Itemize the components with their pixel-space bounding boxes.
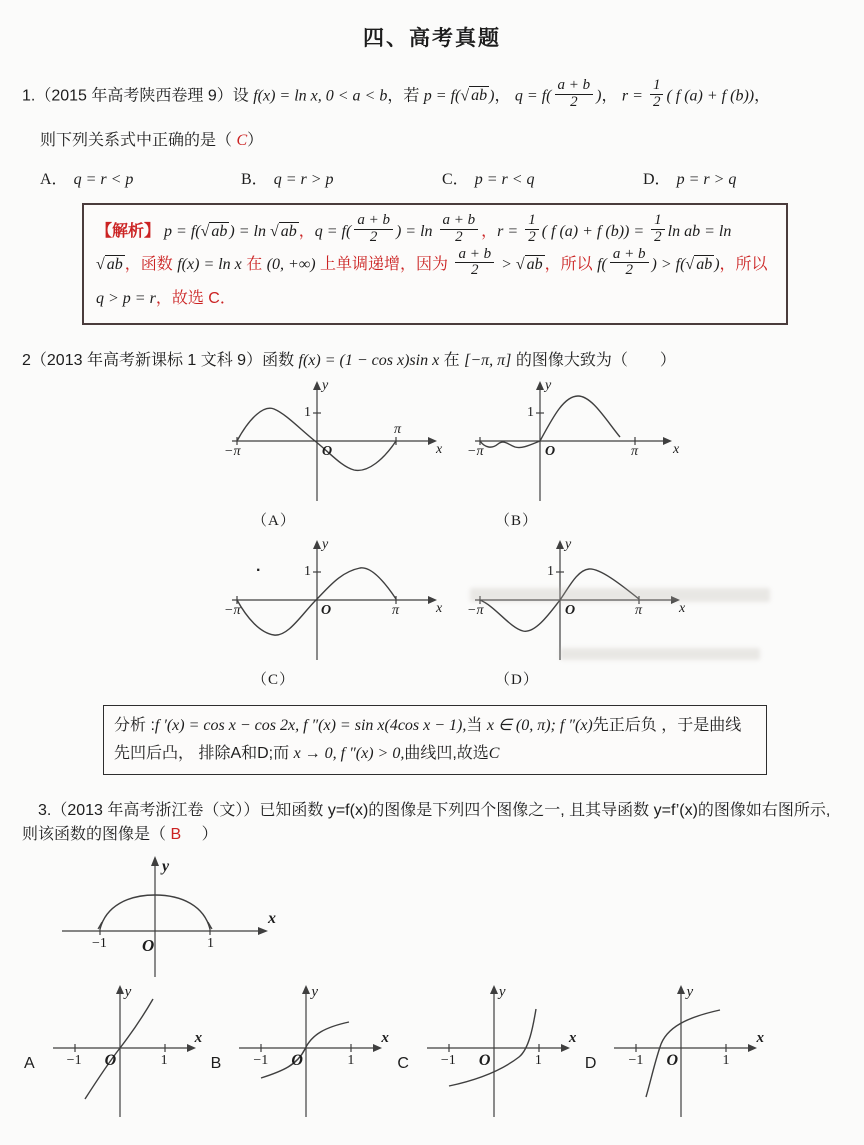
x-axis-label: x: [568, 1030, 577, 1047]
x-axis-label: x: [268, 910, 276, 928]
graph-caption: （B）: [495, 513, 539, 530]
x-tick-negpi: −π: [224, 444, 241, 460]
option-letter: A: [24, 1055, 35, 1073]
origin-label: O: [321, 603, 332, 619]
function-plot: [222, 538, 447, 666]
origin-label: O: [291, 1052, 303, 1070]
function-plot: [419, 983, 579, 1121]
y-axis-label: y: [565, 537, 572, 553]
question-3-option-graphs: [24, 983, 864, 1121]
function-plot: [45, 983, 205, 1121]
plot-area: [45, 983, 205, 1121]
x-tick-negpi: −π: [467, 603, 484, 619]
q3-graph-C: [397, 983, 579, 1121]
origin-label: O: [666, 1052, 679, 1070]
x-axis-label: x: [436, 442, 443, 458]
plot-area: [231, 983, 391, 1121]
x-tick-1: 1: [347, 1053, 355, 1069]
x-axis-label: x: [381, 1030, 389, 1047]
x-tick-pi: π: [394, 422, 402, 438]
graph-caption: （C）: [252, 672, 296, 689]
x-tick-1: 1: [534, 1053, 542, 1069]
q2-graph-C: [222, 538, 447, 689]
y-axis-label: y: [322, 378, 329, 394]
q2-graph-A: [222, 379, 447, 530]
question-1-solution-box: 【解析】 p = f(√ ab ) = ln √ ab ，q = f( $\frac{a + b}{2}$ ) = ln $\frac{a + b}{2}$ ，r = $\frac{1}{2}$ ( f (a) + f (b)) = $\frac{1}{2}$ ln ab = ln √ ab ，函数 f(x) = ln x 在 (0, +∞) 上单调递增，因为 $\frac{a + b}{2}$ > √ ab ，所以 f( $\frac{a + b}{2}$ ) > f(√ ab )，所以 q > p = r，故选 C．: [82, 203, 788, 326]
option-d: D． p = r > q: [643, 170, 737, 188]
q3-graph-D: [585, 983, 767, 1121]
origin-label: O: [478, 1052, 491, 1070]
x-tick-neg1: −1: [253, 1053, 269, 1069]
x-tick-negpi: −π: [467, 444, 484, 460]
graph-caption: （D）: [495, 672, 539, 689]
q3-derivative-graph: [50, 853, 864, 981]
question-1-stem: 1.（2015 年高考陕西卷理 9）设 f(x) = ln x, 0 < a < b，若 p = f(√ ab )， q = f( $\frac{a + b}{2}$ )， r = $\frac{1}{2}$ ( f (a) + f (b))，: [22, 77, 771, 110]
function-plot: [222, 379, 447, 507]
x-tick-1: 1: [207, 936, 214, 952]
function-plot: [50, 853, 290, 981]
q2-graph-D: [465, 538, 690, 689]
x-tick-negpi: −π: [224, 603, 241, 619]
y-axis-label: y: [545, 378, 552, 394]
option-c: C． p = r < q: [442, 170, 535, 188]
option-letter: C: [397, 1055, 409, 1073]
y-tick-1: 1: [547, 564, 554, 580]
x-axis-label: x: [673, 442, 680, 458]
question-1-options: [40, 166, 844, 189]
scan-speck: ·: [256, 562, 262, 579]
option-letter: B: [210, 1055, 222, 1073]
origin-label: O: [104, 1052, 117, 1070]
x-tick-neg1: −1: [92, 936, 107, 952]
plot-area: [606, 983, 766, 1121]
option-letter: D: [584, 1055, 597, 1073]
x-tick-pi: π: [392, 603, 400, 619]
scan-bleed-artifact: [470, 588, 770, 602]
x-tick-neg1: −1: [440, 1053, 456, 1069]
y-axis-label: y: [124, 984, 132, 1001]
origin-label: O: [322, 444, 333, 460]
origin-label: O: [142, 936, 155, 956]
question-2-analysis-box: 分析 :f ′(x) = cos x − cos 2x, f ″(x) = sin x(4cos x − 1),当 x ∈ (0, π); f ″(x)先正后负 ，于是曲线先凹后凸， 排除A和D;而 x → 0, f ″(x) > 0,曲线凹,故选C: [103, 705, 767, 775]
y-axis-label: y: [322, 537, 329, 553]
function-plot: [231, 983, 391, 1121]
y-axis-label: y: [498, 984, 506, 1001]
x-tick-neg1: −1: [628, 1053, 644, 1069]
y-axis-label: y: [686, 984, 694, 1001]
function-plot: [606, 983, 766, 1121]
origin-label: O: [545, 444, 556, 460]
y-axis-label: y: [311, 984, 319, 1001]
option-b: B． q = r > p: [241, 170, 334, 188]
x-tick-pi: π: [631, 444, 639, 460]
x-tick-neg1: −1: [66, 1053, 82, 1069]
scan-bleed-artifact: [560, 648, 760, 660]
question-2-stem: 2（2013 年高考新课标 1 文科 9）函数 f(x) = (1 − cos x)sin x 在 [−π, π] 的图像大致为（ ）: [22, 352, 676, 370]
x-tick-pi: π: [635, 603, 643, 619]
y-axis-label: y: [162, 858, 170, 876]
x-axis-label: x: [194, 1030, 203, 1047]
plot-area: [419, 983, 579, 1121]
function-plot: [465, 379, 690, 507]
page-title: 四、高考真题: [363, 27, 501, 50]
x-tick-1: 1: [160, 1053, 168, 1069]
origin-label: O: [565, 603, 576, 619]
question-1-answer-line: 则下列关系式中正确的是（ C）: [40, 131, 264, 149]
q3-graph-B: [211, 983, 392, 1121]
question-2-graphs: [222, 379, 692, 689]
y-tick-1: 1: [304, 405, 311, 421]
graph-caption: （A）: [252, 513, 296, 530]
q2-graph-B: [465, 379, 690, 530]
x-tick-1: 1: [722, 1053, 730, 1069]
x-axis-label: x: [436, 601, 443, 617]
y-tick-1: 1: [304, 564, 311, 580]
question-3-stem: 3.（2013 年高考浙江卷（文））已知函数 y=f(x)的图像是下列四个图像之一, 且其导函数 y=f’(x)的图像如右图所示, 则该函数的图像是（ B ）: [22, 802, 831, 844]
option-a: A． q = r < p: [40, 170, 134, 188]
x-axis-label: x: [679, 601, 686, 617]
y-tick-1: 1: [527, 405, 534, 421]
x-axis-label: x: [756, 1030, 764, 1047]
q3-graph-A: [24, 983, 205, 1121]
